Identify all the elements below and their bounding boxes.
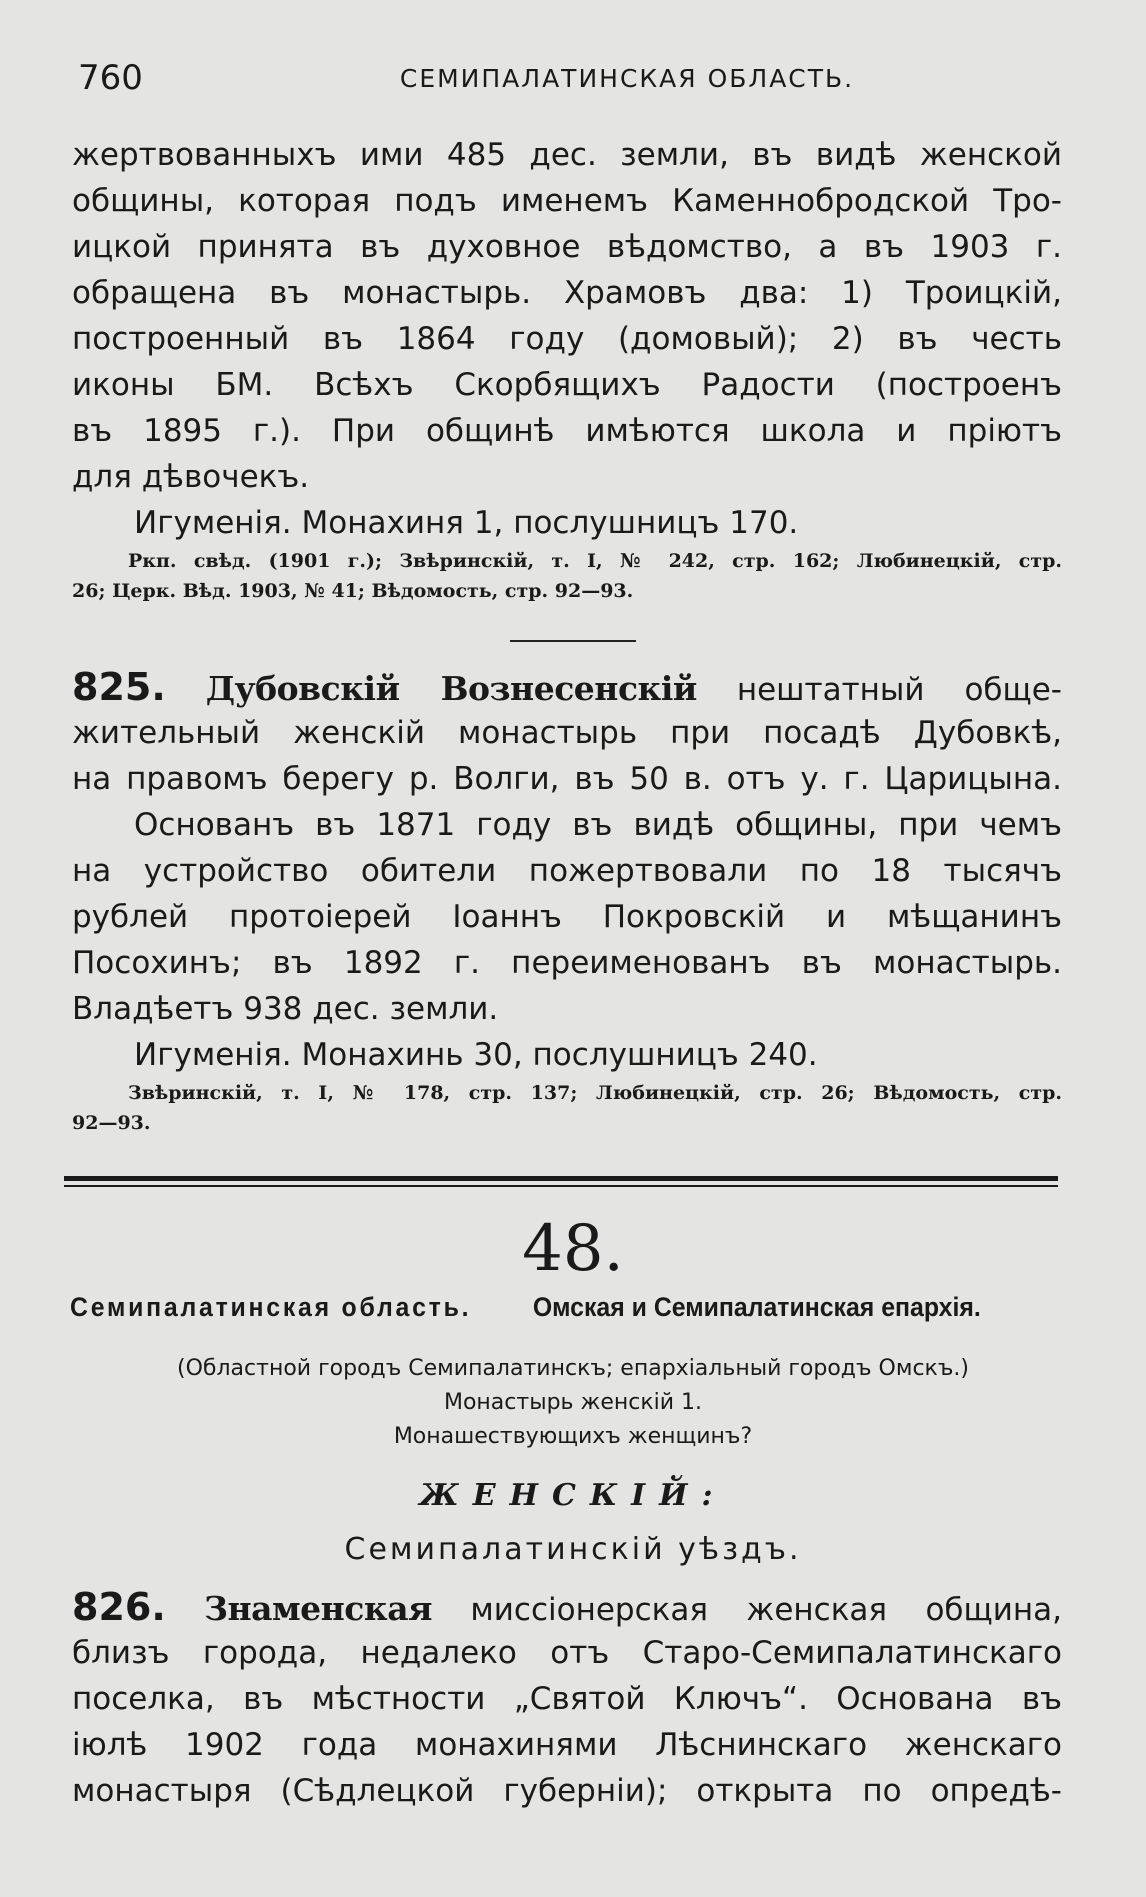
entry-number: 826. (72, 1585, 166, 1629)
text-line: ицкой принята въ духовное вѣдомство, а въ 1903 г. (72, 229, 1062, 265)
category-heading: ЖЕНСКІЙ: (419, 1478, 727, 1513)
separator-rule (510, 640, 636, 642)
staff-line: Игуменія. Монахинь 30, послушницъ 240. (134, 1037, 818, 1073)
monastics-count: Монашествующихъ женщинъ? (393, 1424, 753, 1449)
text-line: жительный женскій монастырь при посадѣ Дубовкѣ, (72, 715, 1062, 751)
entry-heading-line (72, 1584, 1062, 1630)
section-divider (64, 1176, 1058, 1187)
text-line: монастыря (Сѣдлецкой губерніи); открыта по опредѣ- (72, 1773, 1062, 1809)
section-number: 48. (522, 1212, 624, 1286)
text-line: Посохинъ; въ 1892 г. переименованъ въ монастырь. (72, 945, 1062, 981)
section-subtitle: (Областной городъ Семипалатинскъ; епархіальный городъ Омскъ.) (177, 1356, 969, 1381)
monastery-name: Знаменская (204, 1589, 432, 1628)
entry-heading-line (72, 664, 1062, 710)
text-line: Владѣетъ 938 дес. земли. (72, 991, 499, 1027)
sources-line: Звѣринскій, т. I, № 178, стр. 137; Любинецкій, стр. 26; Вѣдомость, стр. (128, 1082, 1062, 1104)
text-fragment: миссіонерская женская община, (470, 1592, 1063, 1628)
page-number: 760 (78, 58, 143, 98)
entry-number: 825. (72, 665, 166, 709)
running-header (78, 52, 1046, 102)
sources-line: 26; Церк. Вѣд. 1903, № 41; Вѣдомость, стр. 92—93. (72, 580, 634, 602)
entry-826 (72, 1584, 1062, 1814)
text-line: близъ города, недалеко отъ Старо-Семипалатинскаго (72, 1635, 1062, 1671)
text-line: поселка, въ мѣстности „Святой Ключъ“. Основана въ (72, 1681, 1062, 1717)
text-line: рублей протоіерей Іоаннъ Покровскій и мѣщанинъ (72, 899, 1062, 935)
text-line: Основанъ въ 1871 году въ видѣ общины, при чемъ (134, 807, 1062, 843)
entry-825 (72, 664, 1062, 1138)
text-line: общины, которая подъ именемъ Каменнобродской Тро- (72, 183, 1062, 219)
section-heading (70, 1292, 981, 1323)
text-fragment: нештатный обще- (736, 672, 1062, 708)
region-title: Семипалатинская область. (70, 1292, 472, 1322)
text-line: обращена въ монастырь. Храмовъ два: 1) Троицкій, (72, 275, 1062, 311)
text-line: на устройство обители пожертвовали по 18 тысячъ (72, 853, 1062, 889)
text-line: въ 1895 г.). При общинѣ имѣются школа и пріютъ (72, 413, 1062, 449)
monastery-name: Дубовскій Вознесенскій (205, 669, 697, 708)
sources-line: Ркп. свѣд. (1901 г.); Звѣринскій, т. I, № 242, стр. 162; Любинецкій, стр. (128, 550, 1062, 572)
entry-824-text (72, 132, 1062, 606)
text-line: іюлѣ 1902 года монахинями Лѣснинскаго женскаго (72, 1727, 1062, 1763)
monastery-count: Монастырь женскій 1. (443, 1390, 703, 1415)
district-heading: Семипалатинскій уѣздъ. (344, 1532, 802, 1567)
text-line: жертвованныхъ ими 485 дес. земли, въ видѣ женской (72, 137, 1062, 173)
sources-line: 92—93. (72, 1112, 151, 1134)
text-line: на правомъ берегу р. Волги, въ 50 в. отъ у. г. Царицына. (72, 761, 1062, 797)
running-title: СЕМИПАЛАТИНСКАЯ ОБЛАСТЬ. (399, 64, 855, 93)
diocese-title: Омская и Семипалатинская епархія. (532, 1292, 981, 1322)
text-line: для дѣвочекъ. (72, 459, 310, 495)
text-line: иконы БМ. Всѣхъ Скорбящихъ Радости (построенъ (72, 367, 1062, 403)
staff-line: Игуменія. Монахиня 1, послушницъ 170. (134, 505, 799, 541)
text-line: построенный въ 1864 году (домовый); 2) въ честь (72, 321, 1062, 357)
